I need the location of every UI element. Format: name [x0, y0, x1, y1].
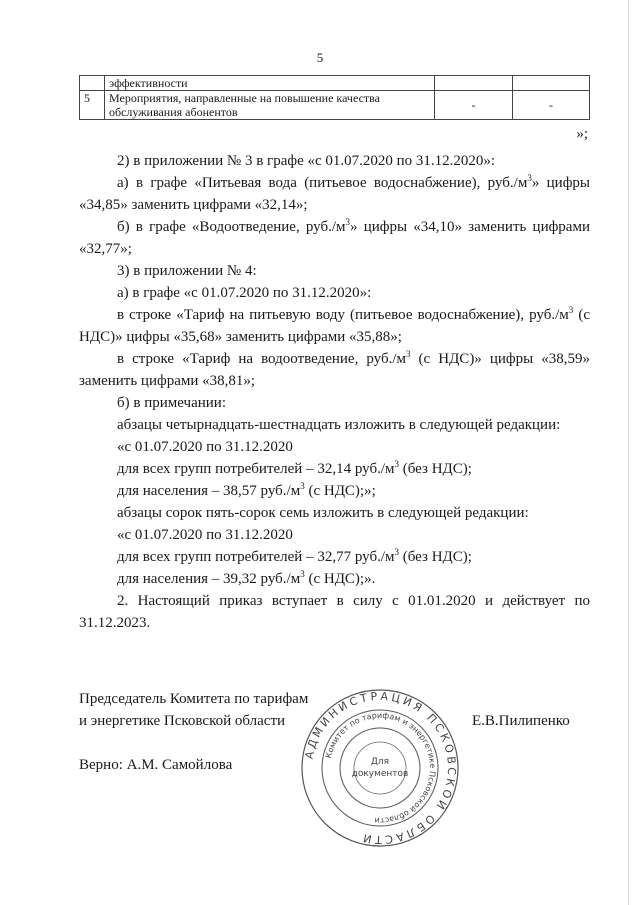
verified-by: Верно: А.М. Самойлова [79, 757, 233, 773]
table-cell-text: эффективности [105, 76, 435, 91]
document-body [79, 150, 590, 634]
svg-text:Комитет по тарифам и энергетик: Комитет по тарифам и энергетике Псковской области [324, 710, 438, 826]
paragraph: а) в графе «Питьевая вода (питьевое водоснабжение), $руб./м^3$» цифры «34,85» заменить цифрами «32,14»; [79, 173, 590, 213]
official-stamp [300, 688, 460, 848]
paragraph: для всех групп потребителей – 32,77 $руб./м^3$ (без НДС); [117, 547, 472, 565]
table-cell-num: 5 [80, 91, 105, 120]
svg-text:документов: документов [351, 769, 409, 779]
paragraph: 2. Настоящий приказ вступает в силу с 01.01.2020 и действует по 31.12.2023. [79, 593, 590, 631]
paragraph: для населения – 38,57 $руб./м^3$ (с НДС);»; [117, 481, 376, 499]
paragraph: а) в графе «с 01.07.2020 по 31.12.2020»: [117, 285, 372, 301]
svg-text:АДМИНИСТРАЦИЯ ПСКОВСКОЙ ОБЛАСТ: АДМИНИСТРАЦИЯ ПСКОВСКОЙ ОБЛАСТИ [302, 689, 459, 847]
table-cell-value: - [513, 91, 590, 120]
signatory-title: Председатель Комитета по тарифам и энергетике Псковской области [79, 691, 309, 729]
paragraph: для всех групп потребителей – 32,14 $руб./м^3$ (без НДС); [117, 459, 472, 477]
table-cell-value: - [435, 91, 513, 120]
paragraph: абзацы сорок пять-сорок семь изложить в следующей редакции: [117, 505, 529, 521]
paragraph: для населения – 39,32 $руб./м^3$ (с НДС);». [117, 569, 376, 587]
measures-table [79, 75, 590, 120]
closing-quote: »; [576, 126, 588, 142]
scan-edge-line [628, 0, 629, 905]
paragraph: б) в примечании: [117, 395, 226, 411]
svg-text:Для: Для [370, 757, 390, 767]
table-cell-text: Мероприятия, направленные на повышение качества обслуживания абонентов [105, 91, 435, 120]
paragraph: «с 01.07.2020 по 31.12.2020 [117, 527, 293, 543]
signatory-name: Е.В.Пилипенко [472, 713, 570, 729]
table-row [80, 91, 590, 120]
paragraph: 2) в приложении № 3 в графе «с 01.07.2020 по 31.12.2020»: [117, 153, 496, 169]
paragraph: б) в графе «Водоотведение, $руб./м^3$» цифры «34,10» заменить цифрами «32,77»; [79, 217, 590, 257]
paragraph: в строке «Тариф на водоотведение, $руб./м^3$ (с НДС)» цифры «38,59» заменить цифрами «38,81»; [79, 349, 590, 389]
page-number: 5 [316, 50, 324, 65]
paragraph: «с 01.07.2020 по 31.12.2020 [117, 439, 293, 455]
paragraph: в строке «Тариф на питьевую воду (питьевое водоснабжение), $руб./м^3$ (с НДС)» цифры «35,68» заменить цифрами «35,88»; [79, 305, 590, 345]
paragraph: абзацы четырнадцать-шестнадцать изложить в следующей редакции: [117, 417, 561, 433]
table-row [80, 76, 590, 91]
paragraph: 3) в приложении № 4: [117, 263, 257, 279]
